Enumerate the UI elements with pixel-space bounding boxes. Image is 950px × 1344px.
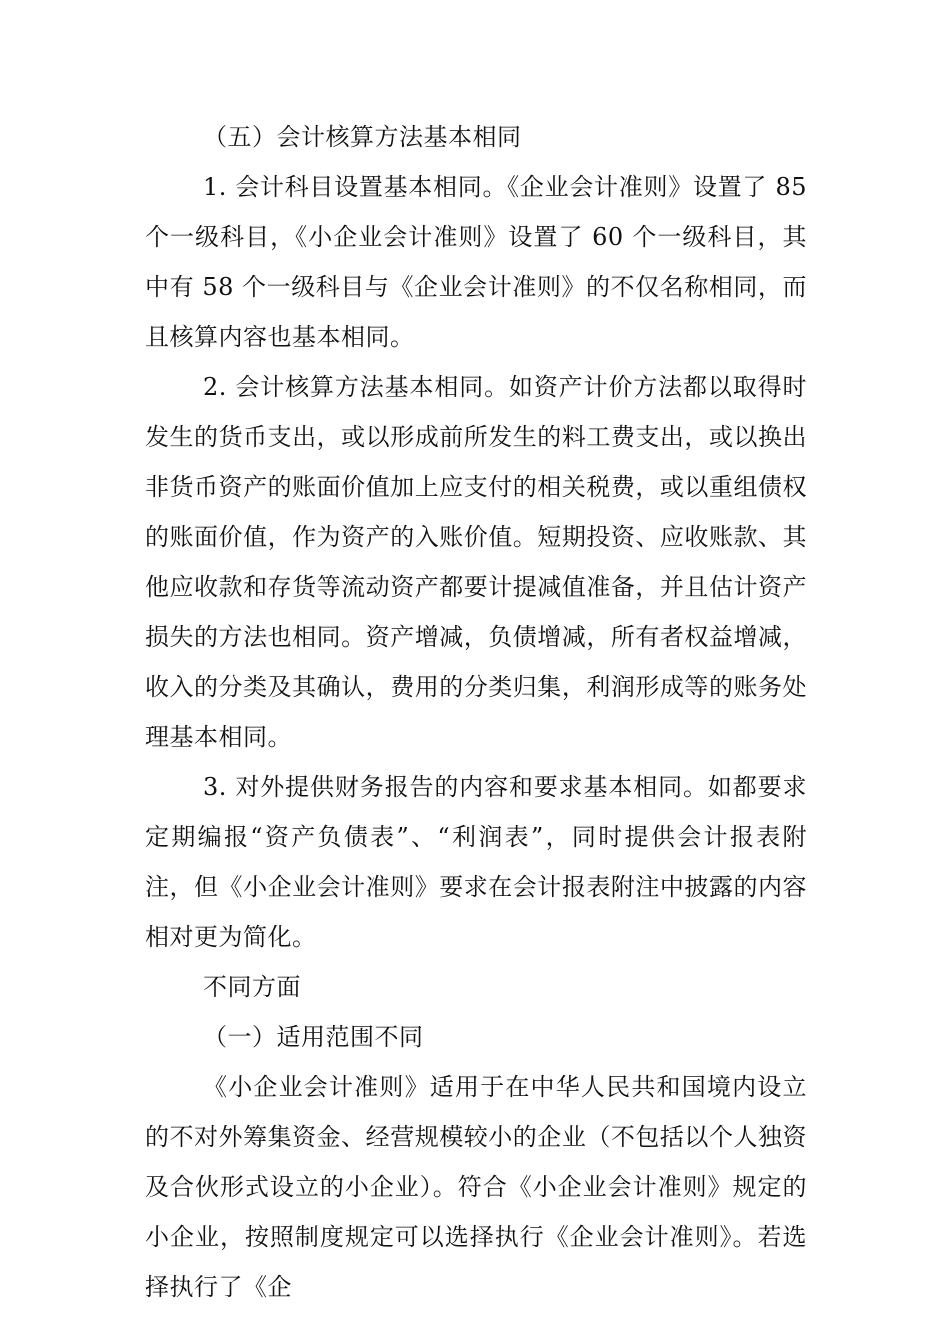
paragraph-accounting-methods: 2. 会计核算方法基本相同。如资产计价方法都以取得时发生的货币支出，或以形成前所发生的料工费支出，或以换出非货币资产的账面价值加上应支付的相关税费，或以重组债权的账面价值，作为资产的入账价值。短期投资、应收账款、其他应收款和存货等流动资产都要计提减值准备，并且估计资产损失的方法也相同。资产增减，负债增减，所有者权益增减，收入的分类及其确认，费用的分类归集，利润形成等的账务处理基本相同。 (145, 373, 807, 751)
paragraph-scope: 《小企业会计准则》适用于在中华人民共和国境内设立的不对外筹集资金、经营规模较小的企业（不包括以个人独资及合伙形式设立的小企业）。符合《小企业会计准则》规定的小企业，按照制度规定可以选择执行《企业会计准则》。若选择执行了《企 (145, 1073, 807, 1301)
section-heading-differences: 不同方面 (203, 973, 301, 1001)
paragraph-account-titles: 1. 会计科目设置基本相同。《企业会计准则》设置了 85 个一级科目，《小企业会计准则》设置了 60 个一级科目，其中有 58 个一级科目与《企业会计准则》的不仅名称相同，而且核算内容也基本相同。 (145, 173, 807, 351)
subsection-heading-scope: （一）适用范围不同 (203, 1023, 424, 1051)
document-body (145, 112, 807, 1312)
section-heading-accounting-methods: （五）会计核算方法基本相同 (203, 123, 522, 151)
paragraph-financial-reports: 3. 对外提供财务报告的内容和要求基本相同。如都要求定期编报“资产负债表”、“利润表”，同时提供会计报表附注，但《小企业会计准则》要求在会计报表附注中披露的内容相对更为简化。 (145, 773, 807, 951)
